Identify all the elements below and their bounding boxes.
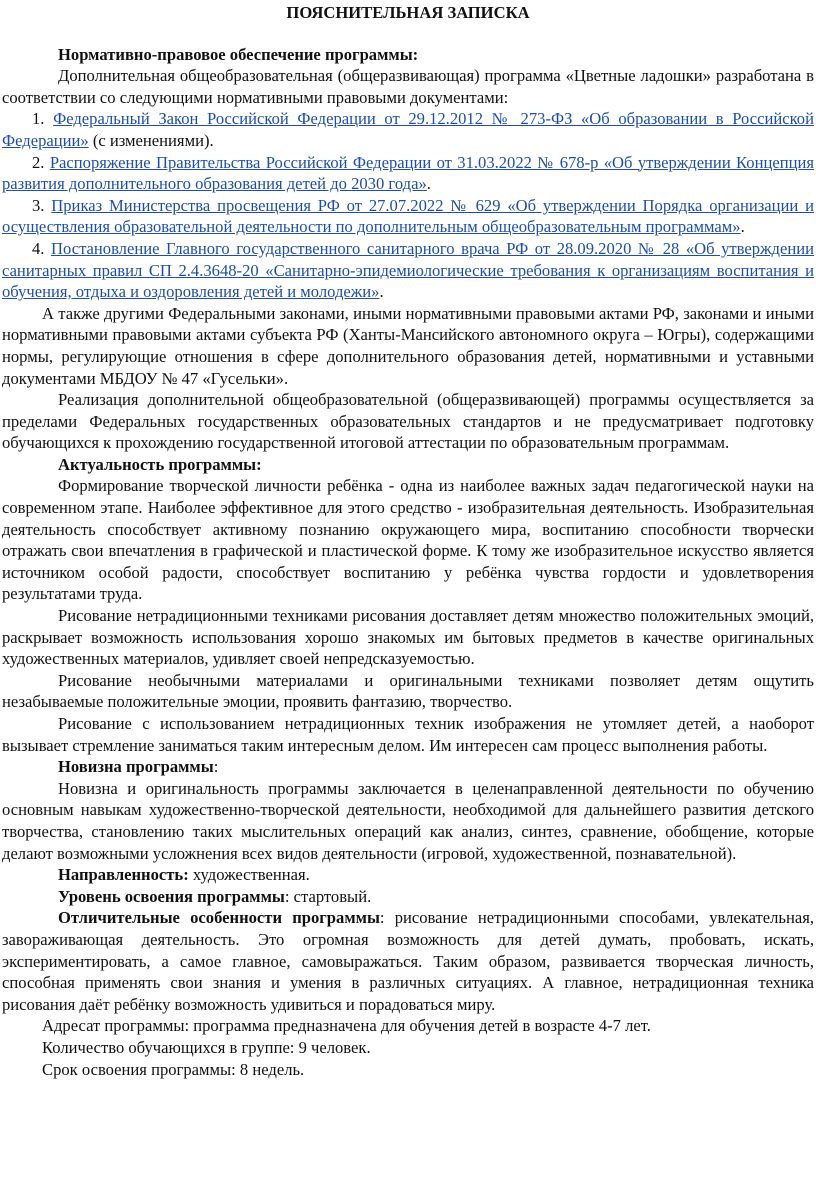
- novelty-colon: :: [213, 757, 219, 777]
- legal-item-number: 1.: [32, 109, 45, 129]
- legal-also-paragraph: А также другими Федеральными законами, иными нормативными правовыми актами РФ, законами и иными нормативными правовыми актами субъекта РФ (Ханты-Мансийского автономного округа – Югры), содержащими нормы, регулирующие отношения в сфере дополнительного образования детей, нормативными и уставными документами МБДОУ № 47 «Гусельки».: [2, 303, 814, 388]
- novelty-paragraph: Новизна и оригинальность программы заключается в целенаправленной деятельности по обучению основным навыкам художественно-творческой деятельности, необходимой для дальнейшего развития детского творчества, становлению таких мыслительных операций как анализ, синтез, сравнение, обобщение, которые делают возможными усложнения всех видов деятельности (игровой, художественной, познавательной).: [2, 778, 814, 863]
- group-size-paragraph: Количество обучающихся в группе: 9 человек.: [42, 1037, 371, 1057]
- legal-item-1: [2, 108, 814, 151]
- direction-label: Направленность:: [58, 865, 189, 885]
- legal-item-number: 2.: [32, 152, 45, 172]
- level-label: Уровень освоения программы: [58, 886, 285, 906]
- term-paragraph: Срок освоения программы: 8 недель.: [42, 1059, 305, 1079]
- novelty-heading-paragraph: [2, 756, 814, 778]
- legal-item-tail: .: [426, 174, 431, 194]
- addressee-paragraph: Адресат программы: программа предназначена для обучения детей в возрасте 4-7 лет.: [42, 1016, 651, 1036]
- legal-heading-paragraph: [2, 44, 814, 66]
- legal-item-link-4[interactable]: Постановление Главного государственного санитарного врача РФ от 28.09.2020 № 28 «Об утверждении санитарных правил СП 2.4.3648-20 «Санитарно-эпидемиологические требования к организациям воспитания и обучения, отдыха и оздоровления детей и молодежи»: [2, 238, 814, 302]
- level-paragraph: [2, 886, 814, 908]
- page-title: ПОЯСНИТЕЛЬНАЯ ЗАПИСКА: [286, 3, 530, 22]
- novelty-heading: Новизна программы: [58, 757, 214, 777]
- legal-item-4: [2, 238, 814, 303]
- relevance-heading-paragraph: [2, 454, 814, 476]
- legal-item-tail: .: [740, 217, 745, 237]
- legal-realization-paragraph: Реализация дополнительной общеобразовательной (общеразвивающей) программы осуществляется за пределами Федеральных государственных образовательных стандартов и не предусматривает подготовку обучающихся к прохождению государственной итоговой аттестации по образовательным программам.: [2, 390, 814, 453]
- legal-item-3: [2, 195, 814, 238]
- relevance-paragraph-1: Формирование творческой личности ребёнка - одна из наиболее важных задач педагогической науки на современном этапе. Наиболее эффективное для этого средство - изобразительная деятельность. Изобразительная деятельность способствует активному познанию окружающего мира, воспитанию способности творчески отражать свои впечатления в графической и пластической форме. К тому же изобразительное искусство является источником особой радости, способствует воспитанию у ребёнка чувства гордости и удовлетворения результатами труда.: [2, 476, 814, 604]
- relevance-paragraph-3: Рисование необычными материалами и оригинальными техниками позволяет детям ощутить незабываемые положительные эмоции, проявить фантазию, творчество.: [2, 670, 814, 712]
- direction-paragraph: [2, 864, 814, 886]
- legal-item-number: 4.: [32, 238, 45, 258]
- level-value: : стартовый.: [284, 886, 372, 906]
- legal-item-link-2[interactable]: Распоряжение Правительства Российской Федерации от 31.03.2022 № 678-р «Об утверждении Концепция развития дополнительного образования детей до 2030 года»: [2, 152, 814, 194]
- legal-item-link-1[interactable]: Федеральный Закон Российской Федерации от 29.12.2012 № 273-ФЗ «Об образовании в Российской Федерации»: [2, 109, 814, 150]
- relevance-heading: Актуальность программы:: [58, 454, 262, 474]
- legal-item-tail: (с изменениями).: [88, 130, 214, 150]
- relevance-paragraph-2: Рисование нетрадиционными техниками рисования доставляет детям множество положительных эмоций, раскрывает возможность использования хорошо знакомых им бытовых предметов в качестве оригинальных художественных материалов, удивляет своей непредсказуемостью.: [2, 606, 814, 669]
- legal-item-tail: .: [379, 282, 384, 302]
- legal-item-number: 3.: [32, 195, 45, 215]
- legal-intro: Дополнительная общеобразовательная (общеразвивающая) программа «Цветные ладошки» разработана в соответствии со следующими нормативными правовыми документами:: [2, 66, 814, 107]
- features-label: Отличительные особенности программы: [58, 908, 380, 928]
- direction-value: художественная.: [188, 865, 310, 885]
- legal-item-2: [2, 152, 814, 195]
- relevance-paragraph-4: Рисование с использованием нетрадиционных техник изображения не утомляет детей, а наоборот вызывает стремление заниматься таким интересным делом. Им интересен сам процесс выполнения работы.: [2, 714, 814, 755]
- features-value: : рисование нетрадиционными способами, увлекательная, завораживающая деятельность. Это огромная возможность для детей думать, пробовать, искать, экспериментировать, а самое главное, самовыражаться. Таким образом, развивается творческая личность, способная применять свои знания и умения в различных ситуациях. А главное, нетрадиционная техника рисования даёт ребёнку возможность удивиться и порадоваться миру.: [2, 908, 814, 1014]
- legal-heading: Нормативно-правовое обеспечение программы:: [58, 44, 419, 64]
- features-paragraph: [2, 907, 814, 1015]
- legal-item-link-3[interactable]: Приказ Министерства просвещения РФ от 27.07.2022 № 629 «Об утверждении Порядка организации и осуществления образовательной деятельности по дополнительным общеобразовательным программам»: [2, 195, 814, 237]
